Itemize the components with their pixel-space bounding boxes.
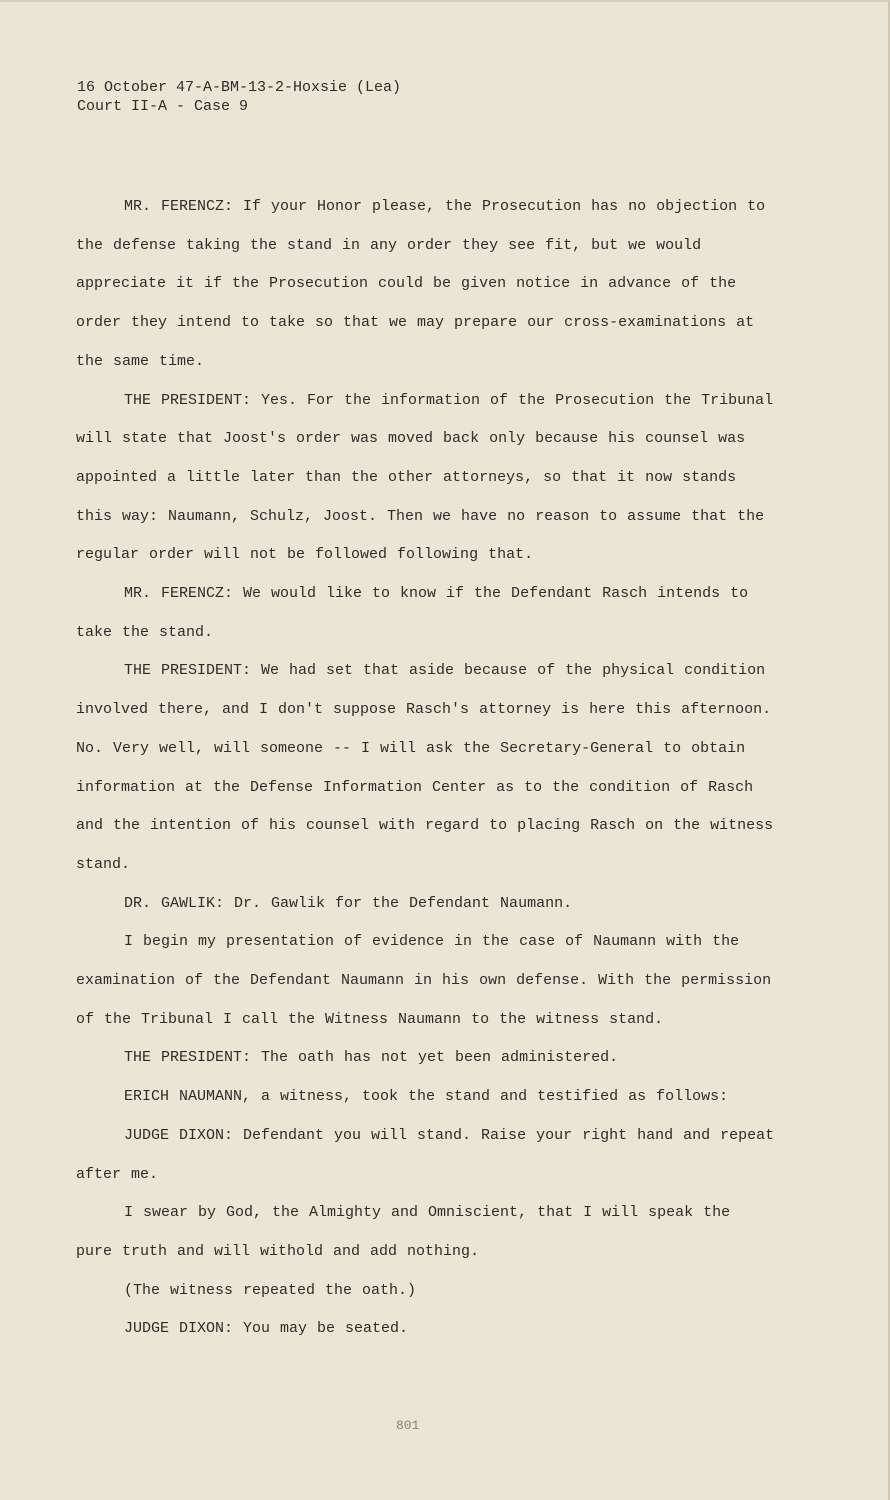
- paragraph-oath-text: I swear by God, the Almighty and Omniscient, that I will speak the pure truth and will withold and add nothing.: [76, 1204, 731, 1260]
- paragraph-president-oath: THE PRESIDENT: The oath has not yet been administered.: [124, 1049, 619, 1067]
- paragraph-president-order: THE PRESIDENT: Yes. For the information of the Prosecution the Tribunal will state that Joost's order was moved back only because his counsel was appointed a little later than the other attorneys, so that it now stands this way: Naumann, Schulz, Joost. Then we have no reason to assume that the regular order will not be followed following that.: [76, 391, 774, 564]
- header-line-date-reference: 16 October 47-A-BM-13-2-Hoxsie (Lea): [77, 79, 402, 96]
- paragraph-gawlik-presentation: I begin my presentation of evidence in the case of Naumann with the examination of the Defendant Naumann in his own defense. With the permission of the Tribunal I call the Witness Naumann to the witness stand.: [76, 933, 772, 1028]
- page-number: 801: [396, 1418, 420, 1433]
- paragraph-ferencz-objection: MR. FERENCZ: If your Honor please, the Prosecution has no objection to the defense taking the stand in any order they see fit, but we would appreciate it if the Prosecution could be given notice in advance of the order they intend to take so that we may prepare our cross-examinations at the same time.: [76, 198, 766, 370]
- transcript-body: [76, 188, 776, 1349]
- paragraph-ferencz-rasch: MR. FERENCZ: We would like to know if the Defendant Rasch intends to take the stand.: [76, 585, 749, 641]
- paragraph-naumann-witness: ERICH NAUMANN, a witness, took the stand and testified as follows:: [124, 1088, 729, 1106]
- header-line-court-case: Court II-A - Case 9: [77, 98, 249, 115]
- paragraph-president-rasch: THE PRESIDENT: We had set that aside because of the physical condition involved there, and I don't suppose Rasch's attorney is here this afternoon. No. Very well, will someone -- I will ask the Secretary-General to obtain information at the Defense Information Center as to the condition of Rasch and the intention of his counsel with regard to placing Rasch on the witness stand.: [76, 662, 774, 873]
- paragraph-dixon-stand: JUDGE DIXON: Defendant you will stand. Raise your right hand and repeat after me.: [76, 1126, 775, 1183]
- paragraph-gawlik-intro: DR. GAWLIK: Dr. Gawlik for the Defendant Naumann.: [124, 894, 573, 912]
- document-header: [77, 78, 401, 116]
- paragraph-oath-repeated: (The witness repeated the oath.): [124, 1281, 417, 1299]
- paragraph-dixon-seated: JUDGE DIXON: You may be seated.: [124, 1320, 409, 1338]
